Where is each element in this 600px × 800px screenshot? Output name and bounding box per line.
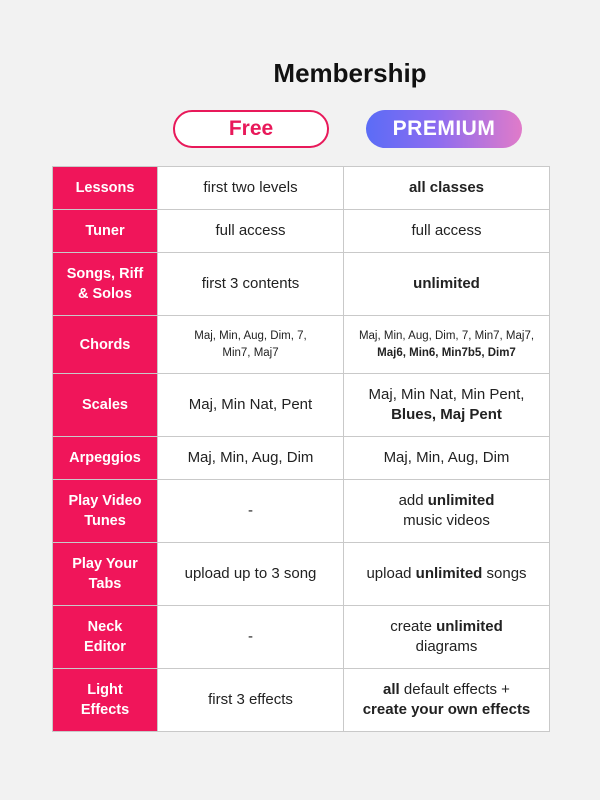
feature-label	[53, 606, 158, 669]
table-row	[53, 210, 550, 253]
free-value: first two levels	[158, 167, 344, 210]
free-value: -	[158, 606, 344, 669]
feature-label-text: Neck Editor	[84, 619, 126, 655]
feature-label: Lessons	[53, 167, 158, 210]
table-row	[53, 437, 550, 480]
premium-plan-button[interactable]: PREMIUM	[366, 110, 522, 148]
premium-value	[344, 606, 550, 669]
premium-value	[344, 374, 550, 437]
premium-value-regular: music videos	[403, 512, 490, 529]
comparison-table	[52, 166, 550, 732]
free-value: Maj, Min Nat, Pent	[158, 374, 344, 437]
feature-label: Songs, Riff & Solos	[53, 253, 158, 316]
table-row	[53, 669, 550, 732]
free-value: upload up to 3 song	[158, 543, 344, 606]
premium-value-bold: unlimited	[427, 492, 495, 509]
premium-value-regular: default effects +	[403, 681, 510, 698]
free-value: first 3 contents	[158, 253, 344, 316]
premium-value-regular: Maj, Min, Aug, Dim, 7, Min7, Maj7,	[358, 329, 535, 342]
free-value-text: Maj, Min, Aug, Dim, 7, Min7, Maj7	[194, 329, 307, 359]
premium-value-regular: songs	[486, 565, 527, 582]
feature-label: Chords	[53, 316, 158, 374]
premium-value-regular: upload	[366, 565, 412, 582]
premium-value-regular: Maj, Min Nat, Min Pent,	[368, 386, 525, 403]
feature-label	[53, 480, 158, 543]
premium-value-regular: add	[398, 492, 424, 509]
premium-value: all classes	[344, 167, 550, 210]
feature-label-text: Light Effects	[80, 682, 130, 718]
premium-value-bold: unlimited	[436, 618, 503, 635]
table-row	[53, 167, 550, 210]
feature-label: Scales	[53, 374, 158, 437]
table-row	[53, 374, 550, 437]
premium-value: full access	[344, 210, 550, 253]
premium-value	[344, 316, 550, 374]
premium-value	[344, 669, 550, 732]
free-value: first 3 effects	[158, 669, 344, 732]
free-plan-button[interactable]: Free	[173, 110, 329, 148]
feature-label: Tuner	[53, 210, 158, 253]
free-value: -	[158, 480, 344, 543]
feature-label-text: Play Video Tunes	[68, 493, 142, 529]
feature-label	[53, 669, 158, 732]
table-row	[53, 543, 550, 606]
premium-value	[344, 543, 550, 606]
premium-value-bold: Blues, Maj Pent	[391, 406, 502, 423]
free-value: full access	[158, 210, 344, 253]
table-row	[53, 253, 550, 316]
table-row	[53, 480, 550, 543]
premium-value-bold: all	[383, 681, 400, 698]
free-value: Maj, Min, Aug, Dim	[158, 437, 344, 480]
premium-value-bold: unlimited	[415, 565, 483, 582]
free-value	[158, 316, 344, 374]
feature-label: Arpeggios	[53, 437, 158, 480]
feature-label	[53, 543, 158, 606]
premium-value-bold: create your own effects	[362, 701, 531, 718]
premium-value: Maj, Min, Aug, Dim	[344, 437, 550, 480]
table-row	[53, 606, 550, 669]
page-title: Membership	[273, 58, 427, 88]
premium-value: unlimited	[344, 253, 550, 316]
premium-value	[344, 480, 550, 543]
premium-value-regular: create	[390, 618, 432, 635]
premium-value-bold: Maj6, Min6, Min7b5, Dim7	[377, 346, 516, 359]
table-row	[53, 316, 550, 374]
premium-value-regular: diagrams	[415, 638, 478, 655]
feature-label-text: Play Your Tabs	[72, 556, 138, 592]
